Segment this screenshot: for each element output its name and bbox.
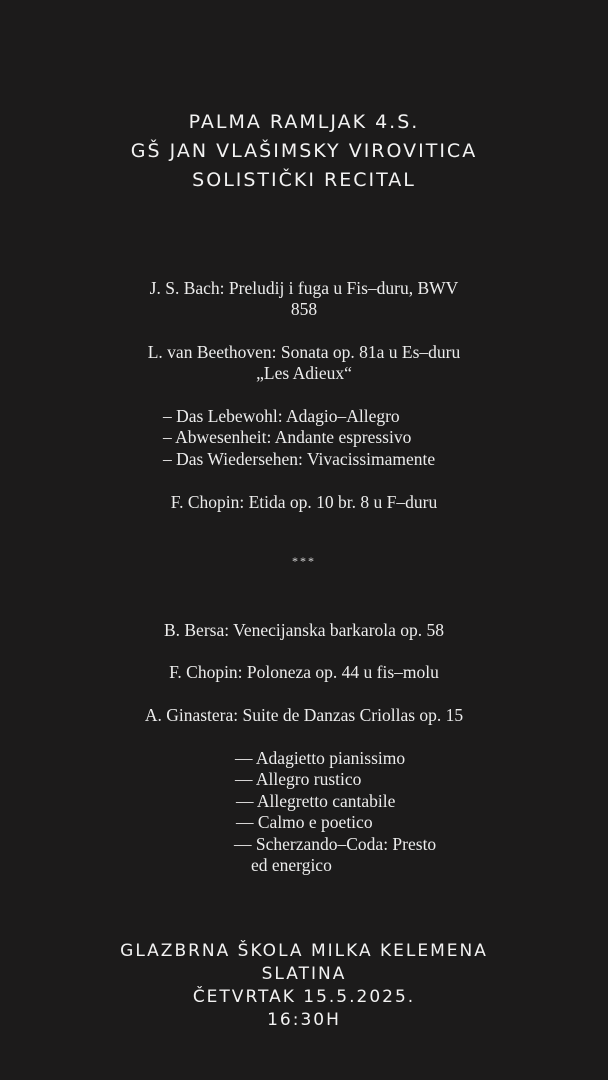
ginastera-movement: — Calmo e poetico <box>236 812 373 832</box>
performer-name: PALMA RAMLJAK 4.S. <box>188 111 420 133</box>
event-title: SOLISTIČKI RECITAL <box>192 169 416 191</box>
beethoven-movement: – Das Lebewohl: Adagio–Allegro <box>163 406 400 426</box>
beethoven-movement: – Abwesenheit: Andante espressivo <box>163 427 412 447</box>
ginastera-movement: — Adagietto pianissimo <box>235 748 406 768</box>
program-item-beethoven-cont: „Les Adieux“ <box>256 363 352 383</box>
ginastera-movement: — Allegro rustico <box>235 769 362 789</box>
program-item-bach: J. S. Bach: Preludij i fuga u Fis–duru, BWV <box>149 278 459 298</box>
school-name: GŠ JAN VLAŠIMSKY VIROVITICA <box>130 140 478 162</box>
program-item-ginastera: A. Ginastera: Suite de Danzas Criollas op. 15 <box>144 705 464 725</box>
program-item-chopin-polonaise: F. Chopin: Poloneza op. 44 u fis–molu <box>169 662 439 682</box>
event-date: ČETVRTAK 15.5.2025. <box>192 987 416 1007</box>
event-details <box>0 940 608 1032</box>
program-item-beethoven: L. van Beethoven: Sonata op. 81a u Es–duru <box>147 342 461 362</box>
recital-header <box>0 108 608 195</box>
venue-city: SLATINA <box>261 964 347 984</box>
ginastera-movement: — Scherzando–Coda: Presto <box>234 834 437 854</box>
ginastera-movement: — Allegretto cantabile <box>236 791 396 811</box>
program-item-chopin-etude: F. Chopin: Etida op. 10 br. 8 u F–duru <box>170 492 438 512</box>
event-time: 16:30H <box>267 1010 341 1030</box>
beethoven-movement: – Das Wiedersehen: Vivacissimamente <box>163 449 436 469</box>
ginastera-movement-cont: ed energico <box>251 855 332 875</box>
program-item-bersa: B. Bersa: Venecijanska barkarola op. 58 <box>163 620 445 640</box>
section-separator: *** <box>292 554 316 568</box>
venue-name: GLAZBRNA ŠKOLA MILKA KELEMENA <box>120 941 488 961</box>
program-item-bach-cont: 858 <box>290 299 318 319</box>
